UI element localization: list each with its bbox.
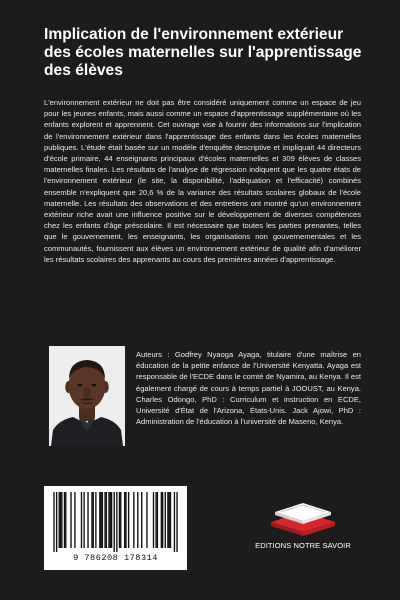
barcode-bar — [59, 492, 60, 548]
barcode-bar — [162, 492, 163, 548]
stacked-books-icon — [263, 498, 343, 538]
barcode-bar — [141, 492, 142, 548]
barcode-bar — [104, 492, 105, 548]
barcode-bar — [128, 492, 129, 548]
barcode-bar — [119, 492, 120, 548]
barcode-bar — [170, 492, 171, 548]
barcode-bar — [146, 492, 147, 548]
barcode-bar — [53, 492, 54, 552]
barcode-bar — [110, 492, 111, 548]
barcode-bar — [176, 492, 177, 552]
barcode-bar — [61, 492, 62, 548]
barcode-bar — [116, 492, 117, 552]
barcode-bar — [167, 492, 168, 548]
barcode-bar — [165, 492, 166, 548]
barcode-bar — [65, 492, 66, 548]
barcode-bar — [87, 492, 88, 548]
barcode-bar — [99, 492, 100, 548]
barcode-bar — [95, 492, 96, 548]
barcode-bar — [83, 492, 84, 548]
barcode-bar — [133, 492, 134, 548]
publisher-block — [244, 498, 374, 558]
barcode-bar — [114, 492, 115, 552]
book-abstract: L'environnement extérieur ne doit pas être considéré uniquement comme un espace de jeu pour les jeunes enfants, mais aussi comme un espace d'apprentissage supplémentaire où les enfants explorent et apprennent. Cet ouvrage vise à fournir des informations sur l'implication de l'environnement extérieur dans l'apprentissage des enfants dans les écoles maternelles publiques. L'étude était basée sur un modèle d'enquête descriptive et impliquait 44 directeurs d'école primaire, 44 enseignants principaux d'écoles maternelles et 309 élèves de classes maternelles finales. Les résultats de l'analyse de régression indiquent que les quatre états de l'environnement extérieur (le site, la disponibilité, l'adéquation et l'efficacité) combinés ensemble n'expliquent que 20,6 % de la variance des résultats scolaires globaux de l'école maternelle. Les résultats des observations et des entretiens ont montré qu'un environnement extérieur riche avait une influence positive sur le développement de diverses compétences chez les enfants d'âge préscolaire. Il est nécessaire que toutes les parties prenantes, telles que le gouvernement, les enseignants, les organisations non gouvernementales et les communautés, fournissent aux élèves un environnement extérieur de qualité afin d'améliorer les résultats scolaires des apprenants au cours des premières années d'apprentissage. — [44, 98, 361, 264]
barcode-bar — [153, 492, 154, 548]
barcode-bar — [124, 492, 125, 548]
barcode-bar — [174, 492, 175, 552]
barcode-bar — [91, 492, 92, 548]
barcode-bars — [52, 492, 179, 552]
barcode-bar — [169, 492, 170, 548]
book-title: Implication de l'environnement extérieur des écoles maternelles sur l'apprentissage des élèves — [44, 26, 362, 79]
barcode-bar — [56, 492, 57, 552]
barcode-bar — [125, 492, 126, 548]
authors-bio: Auteurs : Godfrey Nyaoga Ayaga, titulaire d'une maîtrise en éducation de la petite enfance de l'Université Kenyatta. Ayaga est responsable de l'ECDE dans le comté de Nyamira, au Kenya. Il est également chargé de cours à temps partiel à JOOUST, au Kenya. Charles Odongo, PhD : Curriculum et instruction en ECDE, Université d'État de l'Arizona, États-Unis. Jack Ajowi, PhD : Administration de l'éducation à l'université de Maseno, Kenya. — [136, 350, 361, 427]
barcode-bar — [64, 492, 65, 548]
barcode-bar — [81, 492, 82, 548]
barcode-bar — [106, 492, 107, 548]
barcode-bar — [161, 492, 162, 548]
barcode-bar — [60, 492, 61, 548]
barcode-bar — [102, 492, 103, 548]
barcode-bar — [157, 492, 158, 548]
barcode-bar — [111, 492, 112, 548]
barcode-bar — [137, 492, 138, 548]
barcode-bar — [120, 492, 121, 548]
barcode-bar — [74, 492, 75, 548]
author-photo — [49, 346, 125, 446]
isbn-barcode — [44, 486, 187, 570]
isbn-number: 9 786208 178314 — [73, 553, 158, 563]
barcode-bar — [155, 492, 156, 548]
barcode-bar — [108, 492, 109, 548]
barcode-bar — [70, 492, 71, 548]
barcode-bar — [93, 492, 94, 548]
publisher-name: EDITIONS NOTRE SAVOIR — [255, 541, 351, 550]
barcode-bar — [100, 492, 101, 548]
